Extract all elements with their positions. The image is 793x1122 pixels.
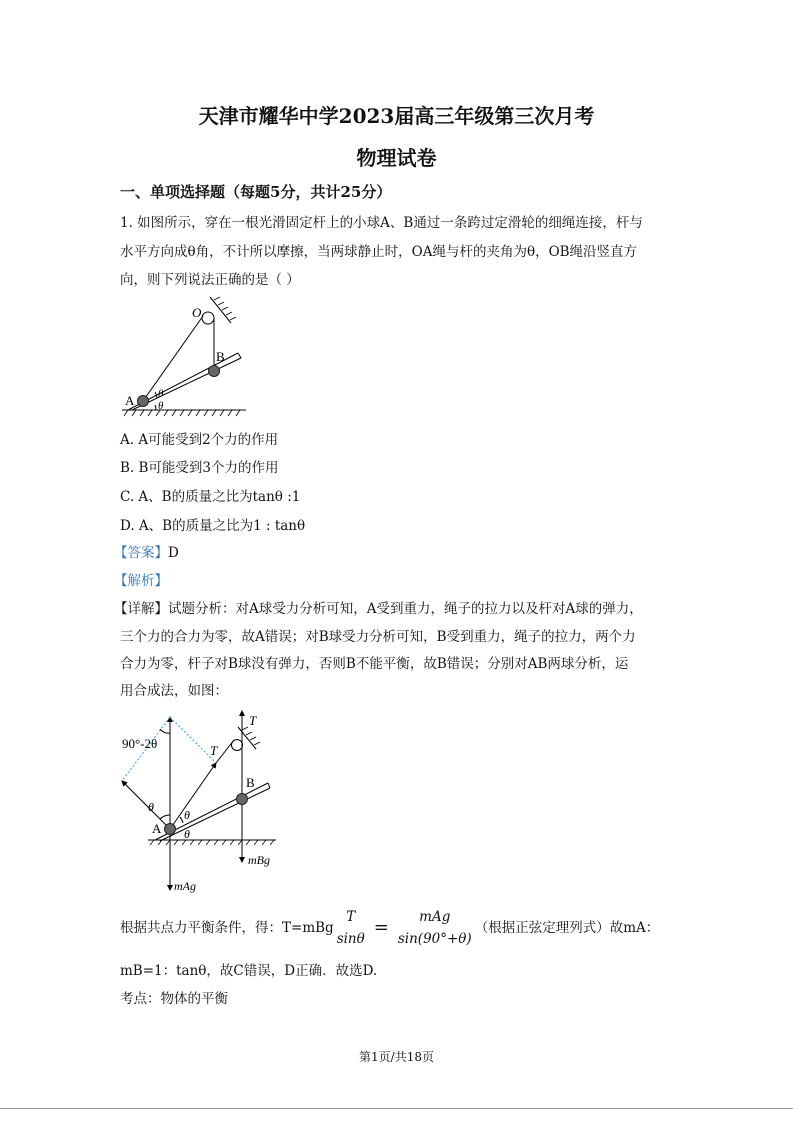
label-theta: θ bbox=[158, 388, 164, 400]
exam-subtitle: 物理试卷 bbox=[356, 146, 437, 170]
label-theta: θ bbox=[148, 800, 154, 814]
formula-prefix: 根据共点力平衡条件，得：T=mBg bbox=[120, 920, 334, 936]
label-a: A bbox=[125, 393, 135, 408]
label-o: O bbox=[192, 305, 202, 320]
topic: 考点：物体的平衡 bbox=[120, 991, 228, 1007]
label-t: T bbox=[210, 743, 218, 758]
exam-title: 天津市耀华中学2023届高三年级第三次月考 bbox=[198, 104, 595, 128]
analysis-line: 合力为零，杆子对B球没有弹力，否则B不能平衡，故B错误；分别对AB两球分析，运 bbox=[120, 656, 629, 672]
numerator: T bbox=[346, 909, 356, 925]
option-c: C. A、B的质量之比为tanθ :1 bbox=[120, 489, 301, 505]
option-a: A. A可能受到2个力的作用 bbox=[120, 432, 279, 448]
answer-value: D bbox=[168, 545, 179, 561]
ball-a bbox=[138, 396, 149, 407]
answer bbox=[114, 541, 179, 561]
label-a: A bbox=[152, 821, 162, 836]
question-figure bbox=[110, 295, 260, 420]
section-heading: 一、单项选择题（每题5分，共计25分） bbox=[120, 183, 392, 201]
fraction bbox=[398, 906, 472, 950]
ball-b bbox=[209, 366, 220, 377]
question-line: 向，则下列说法正确的是（ ） bbox=[120, 272, 300, 288]
denominator: sin(90°+θ) bbox=[397, 931, 472, 947]
page-divider bbox=[0, 1108, 793, 1109]
label-b: B bbox=[216, 349, 225, 364]
denominator: sinθ bbox=[336, 931, 365, 947]
force-diagram bbox=[110, 705, 290, 895]
label-mag: mAg bbox=[174, 879, 196, 893]
question-line: 1. 如图所示，穿在一根光滑固定杆上的小球A、B通过一条跨过定滑轮的细绳连接，杆与 bbox=[120, 215, 643, 231]
label-mbg: mBg bbox=[248, 853, 270, 867]
label-b: B bbox=[246, 775, 255, 790]
label-theta: θ bbox=[184, 827, 190, 841]
label-theta: θ bbox=[184, 808, 190, 822]
equals: = bbox=[373, 917, 389, 938]
page-footer: 第1页/共18页 bbox=[359, 1050, 434, 1064]
analysis-text: 试题分析：对A球受力分析可知，A受到重力，绳子的拉力以及杆对A球的弹力， bbox=[168, 601, 643, 617]
analysis-tag: 【解析】 bbox=[114, 573, 168, 589]
formula-line bbox=[120, 906, 659, 950]
fraction bbox=[337, 906, 365, 950]
option-d: D. A、B的质量之比为1 : tanθ bbox=[120, 518, 306, 534]
label-angle: 90°-2θ bbox=[122, 736, 158, 751]
formula-suffix: （根据正弦定理列式）故mA： bbox=[474, 920, 660, 936]
analysis-line: 用合成法，如图： bbox=[120, 683, 228, 699]
analysis-line bbox=[114, 597, 643, 617]
conclusion: mB=1：tanθ，故C错误，D正确．故选D. bbox=[120, 963, 378, 979]
option-b: B. B可能受到3个力的作用 bbox=[120, 460, 279, 476]
detail-tag: 【详解】 bbox=[114, 601, 168, 617]
label-t-top: T bbox=[249, 713, 257, 728]
question-line: 水平方向成θ角，不计所以摩擦，当两球静止时，OA绳与杆的夹角为θ，OB绳沿竖直方 bbox=[120, 244, 638, 260]
numerator: mAg bbox=[419, 909, 451, 925]
label-theta: θ bbox=[158, 400, 164, 412]
answer-tag: 【答案】 bbox=[114, 545, 168, 561]
analysis-line: 三个力的合力为零，故A错误；对B球受力分析可知，B受到重力，绳子的拉力，两个力 bbox=[120, 629, 636, 645]
